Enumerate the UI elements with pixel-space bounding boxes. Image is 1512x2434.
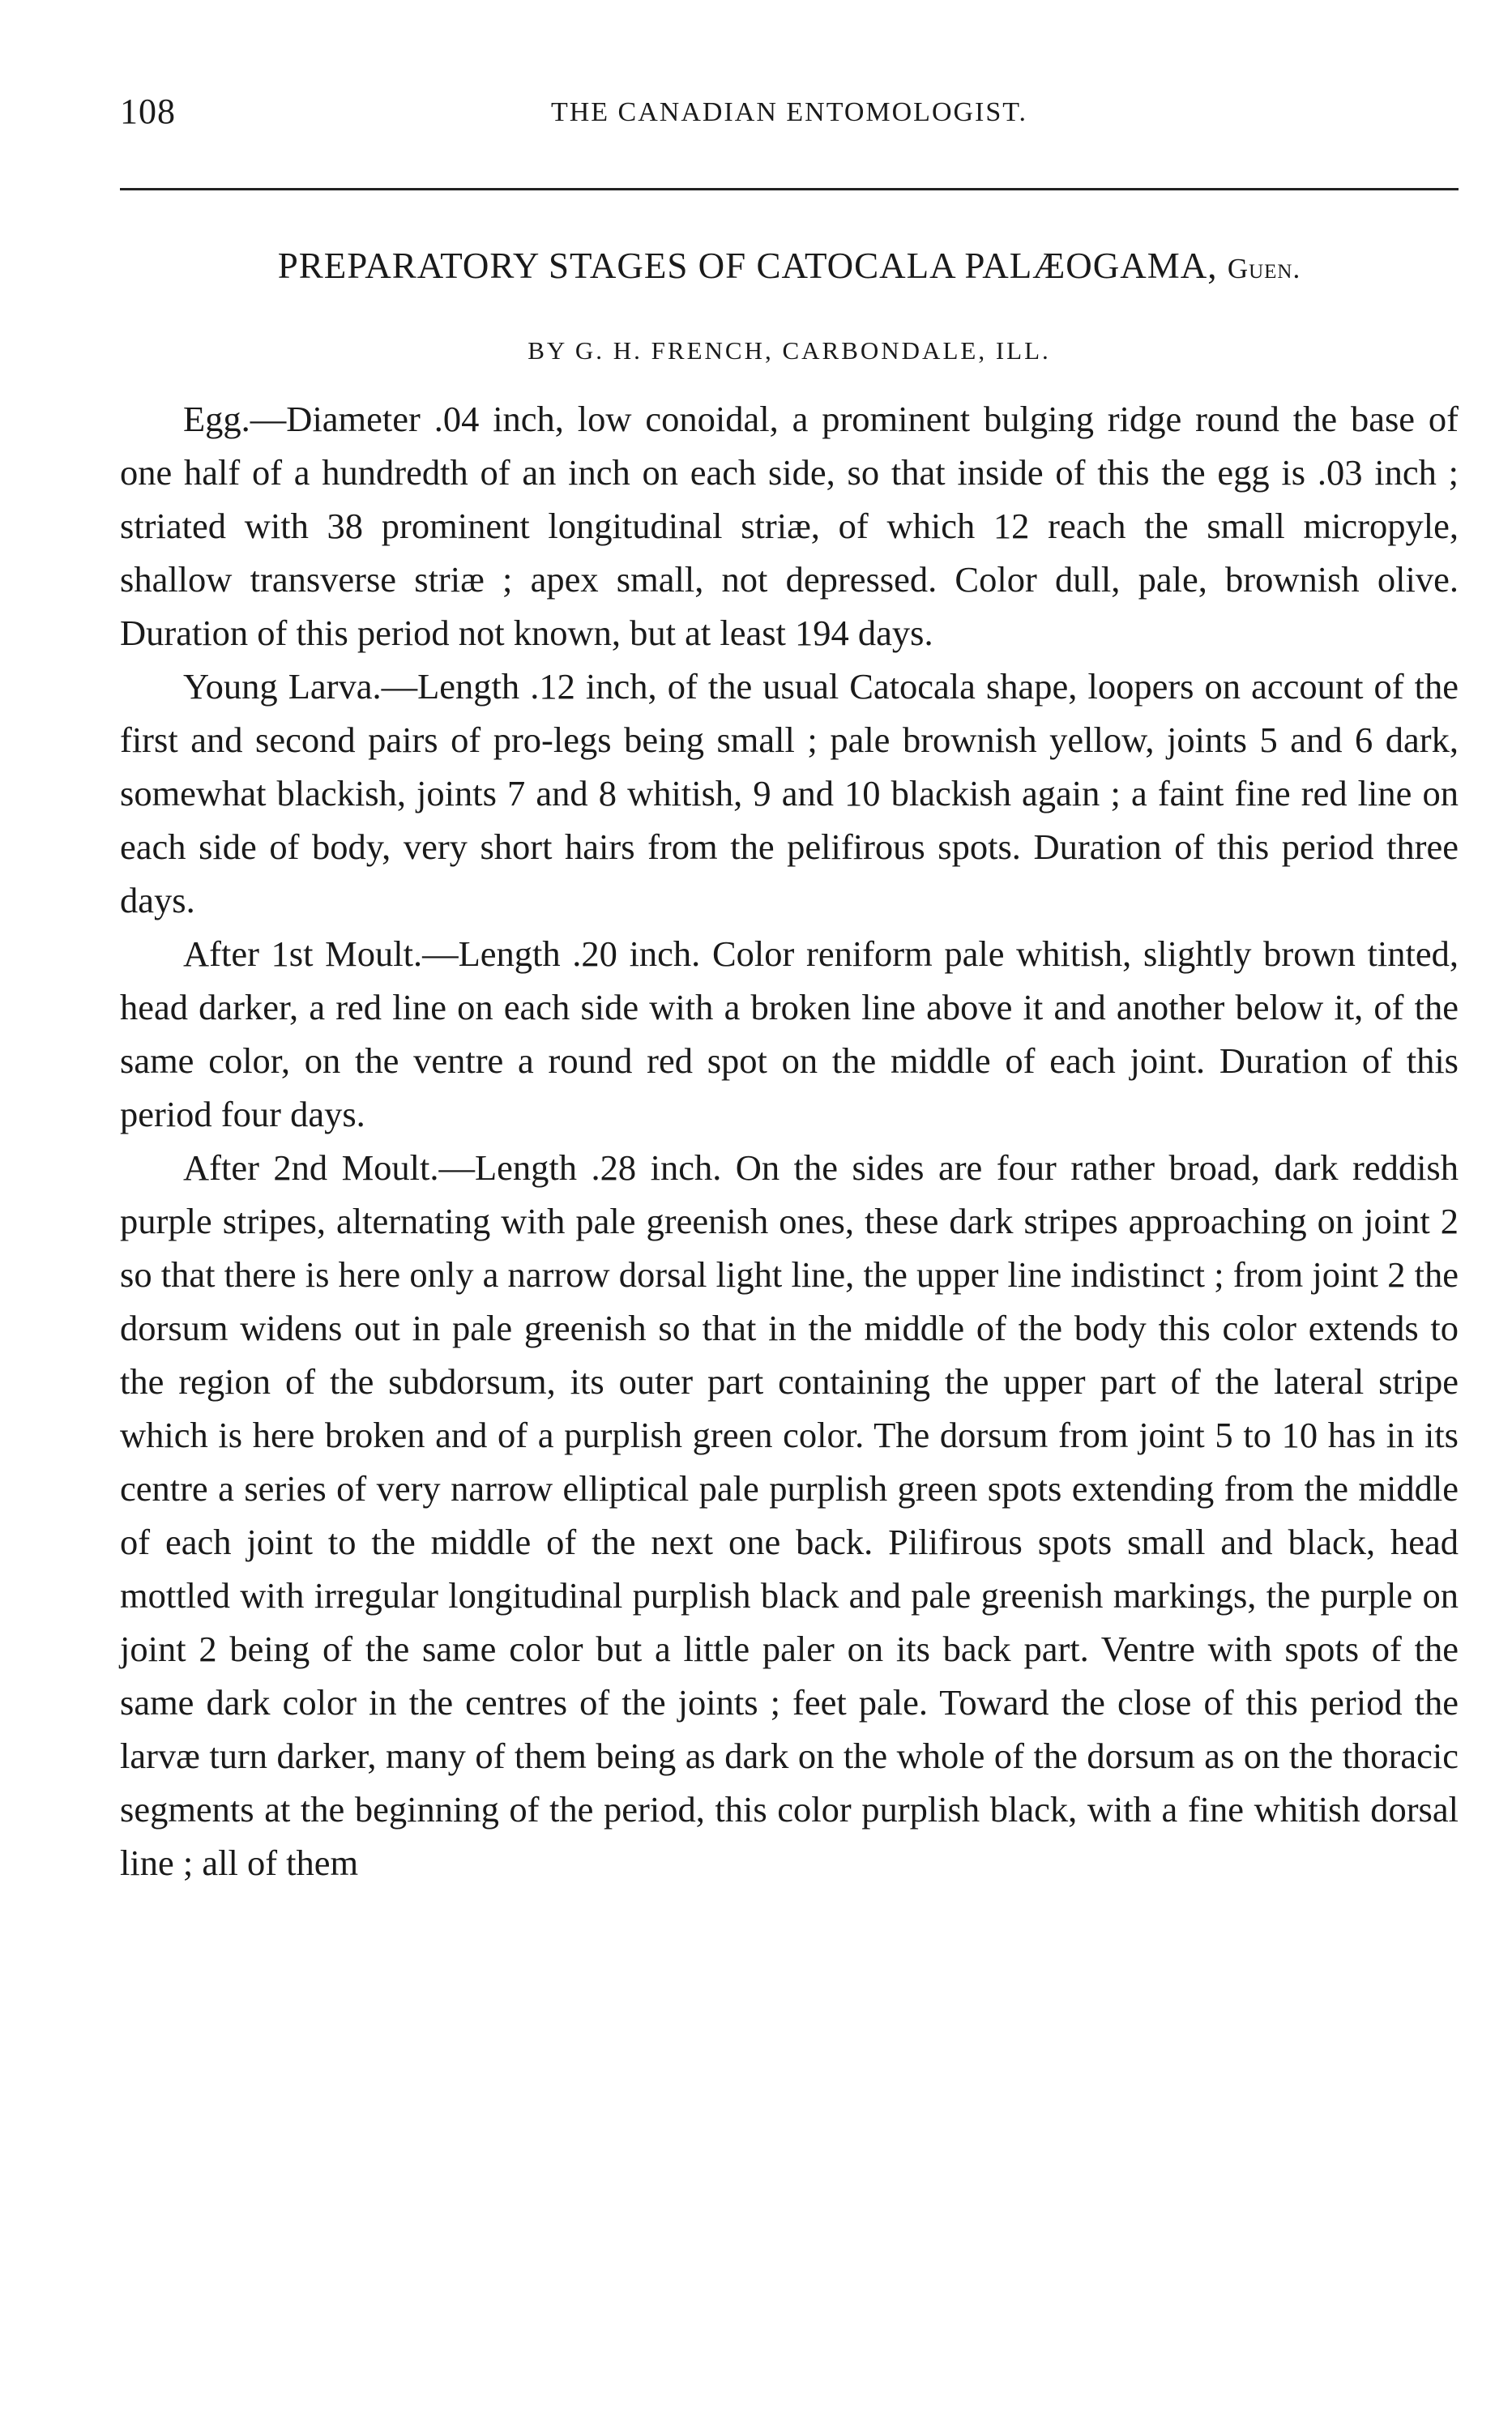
journal-title: THE CANADIAN ENTOMOLOGIST. [550, 97, 1028, 127]
paragraph-second-moult: After 2nd Moult.—Length .28 inch. On the sides are four rather broad, dark reddish purple stripes, alternating with pale greenish ones, these dark stripes approaching on joint 2 so that there is here only a narrow dorsal light line, the upper line indistinct ; from joint 2 the dorsum widens out in pale greenish so that in the middle of the body this color extends to the region of the subdorsum, its outer part containing the upper part of the lateral stripe which is here broken and of a purplish green color. The dorsum from joint 5 to 10 has in its centre a series of very narrow elliptical pale purplish green spots extending from the middle of each joint to the middle of the next one back. Pilifirous spots small and black, head mottled with irregular longitudinal purplish black and pale greenish markings, the purple on joint 2 being of the same color but a little paler on its back part. Ventre with spots of the same dark color in the centres of the joints ; feet pale. Toward the close of this period the larvæ turn darker, many of them being as dark on the whole of the dorsum as on the thoracic segments at the beginning of the period, this color purplish black, with a fine whitish dorsal line ; all of them [120, 1147, 1459, 1883]
page-number: 108 [120, 92, 176, 131]
paragraph-egg: Egg.—Diameter .04 inch, low conoidal, a prominent bulging ridge round the base of one half of a hundredth of an inch on each side, so that inside of this the egg is .03 inch ; striated with 38 prominent longitudinal striæ, of which 12 reach the small micropyle, shallow transverse striæ ; apex small, not depressed. Color dull, pale, brownish olive. Duration of this period not known, but at least 194 days. [120, 399, 1459, 653]
header-rule [120, 188, 1459, 190]
byline: BY G. H. FRENCH, CARBONDALE, ILL. [527, 336, 1051, 365]
paragraph-young-larva: Young Larva.—Length .12 inch, of the usual Catocala shape, loopers on account of the first and second pairs of pro-legs being small ; pale brownish yellow, joints 5 and 6 dark, somewhat blackish, joints 7 and 8 whitish, 9 and 10 blackish again ; a faint fine red line on each side of body, very short hairs from the pelifirous spots. Duration of this period three days. [120, 666, 1459, 920]
article-title [120, 245, 1459, 287]
running-head [120, 91, 1459, 139]
article-body [120, 392, 1459, 1890]
article-title-author: Guen. [1227, 253, 1301, 284]
article-title-main: PREPARATORY STAGES OF CATOCALA PALÆOGAMA, [277, 246, 1218, 286]
paragraph-first-moult: After 1st Moult.—Length .20 inch. Color reniform pale whitish, slightly brown tinted, head darker, a red line on each side with a broken line above it and another below it, of the same color, on the ventre a round red spot on the middle of each joint. Duration of this period four days. [120, 933, 1459, 1134]
